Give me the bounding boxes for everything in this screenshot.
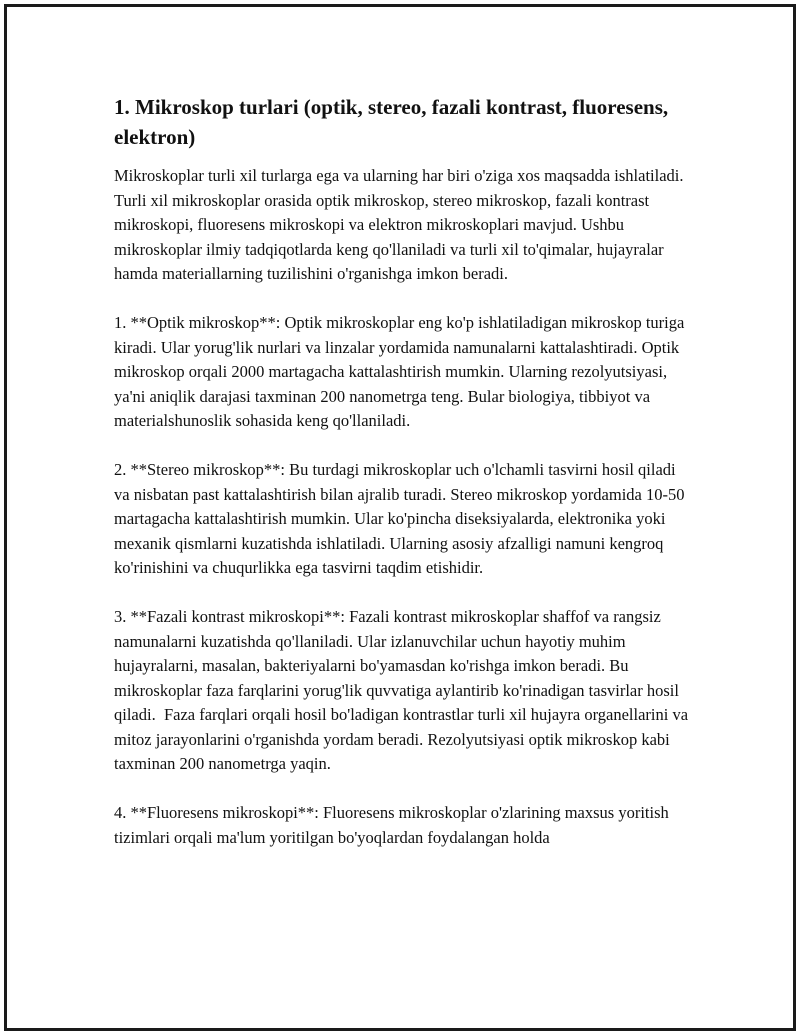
document-title: 1. Mikroskop turlari (optik, stereo, fazali kontrast, fluoresens, elektron) [114,95,669,149]
document-body [114,92,694,875]
optik-mikroskop-paragraph: 1. **Optik mikroskop**: Optik mikroskoplar eng ko'p ishlatiladigan mikroskop turiga kiradi. Ular yorug'lik nurlari va linzalar yordamida namunalarni kattalashtiradi. Optik mikroskop orqali 2000 martagacha kattalashtirish mumkin. Ularning rezolyutsiyasi, ya'ni aniqlik darajasi taxminan 200 nanometrga teng. Bular biologiya, tibbiyot va materialshunoslik sohasida keng qo'llaniladi. [114,313,689,430]
fluoresens-paragraph: 4. **Fluoresens mikroskopi**: Fluoresens mikroskoplar o'zlarining maxsus yoritish tizimlari orqali ma'lum yoritilgan bo'yoqlardan foydalangan holda [114,803,673,847]
intro-paragraph: Mikroskoplar turli xil turlarga ega va ularning har biri o'ziga xos maqsadda ishlatiladi. Turli xil mikroskoplar orasida optik mikroskop, stereo mikroskop, fazali kontrast mikroskopi, fluoresens mikroskopi va elektron mikroskoplari mavjud. Ushbu mikroskoplar ilmiy tadqiqotlarda keng qo'llaniladi va turli xil to'qimalar, hujayralar hamda materiallarning tuzilishini o'rganishga imkon beradi. [114,166,688,283]
fazali-kontrast-paragraph: 3. **Fazali kontrast mikroskopi**: Fazali kontrast mikroskoplar shaffof va rangsiz namunalarni kuzatishda qo'llaniladi. Ular izlanuvchilar uchun hayotiy muhim hujayralarni, masalan, bakteriyalarni bo'yamasdan ko'rishga imkon beradi. Bu mikroskoplar faza farqlarini yorug'lik quvvatiga aylantirib ko'rinadigan tasvirlar hosil qiladi. Faza farqlari orqali hosil bo'ladigan kontrastlar turli xil hujayra organellarini va mitoz jarayonlarini o'rganishda yordam beradi. Rezolyutsiyasi optik mikroskop kabi taxminan 200 nanometrga yaqin. [114,607,693,773]
stereo-mikroskop-paragraph: 2. **Stereo mikroskop**: Bu turdagi mikroskoplar uch o'lchamli tasvirni hosil qiladi va nisbatan past kattalashtirish bilan ajralib turadi. Stereo mikroskop yordamida 10-50 martagacha kattalashtirish mumkin. Ular ko'pincha diseksiyalarda, elektronika yoki mexanik qismlarni kuzatishda ishlatiladi. Ularning asosiy afzalligi namuni kengroq ko'rinishini va chuqurlikka ega tasvirni taqdim etishidir. [114,460,689,577]
